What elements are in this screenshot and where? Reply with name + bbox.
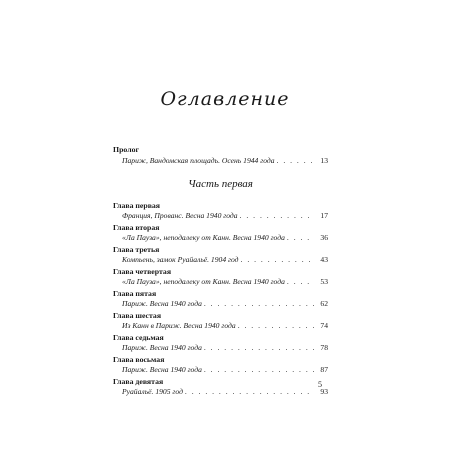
toc-leader-dots	[185, 387, 314, 398]
toc-page-number: 87	[320, 365, 328, 374]
toc-leader-dots	[240, 211, 314, 222]
toc-subtitle: Париж. Весна 1940 года	[122, 365, 202, 374]
toc-line	[113, 211, 328, 222]
toc-entry-chapter	[113, 223, 328, 244]
toc-line	[113, 365, 328, 376]
toc-heading: Глава четвертая	[113, 266, 172, 276]
toc-subtitle: «Ла Пауза», неподалеку от Канн. Весна 1940 года	[122, 233, 285, 242]
toc-page-number: 13	[320, 155, 328, 165]
toc-subtitle: Париж. Весна 1940 года	[122, 343, 202, 352]
toc-leader-dots	[204, 365, 314, 376]
toc-entry-chapter	[113, 289, 328, 310]
toc-page-number: 78	[320, 343, 328, 352]
table-of-contents	[113, 145, 328, 399]
toc-subtitle: Париж. Весна 1940 года	[122, 299, 202, 308]
toc-heading: Глава вторая	[113, 222, 160, 232]
toc-page-number: 74	[320, 321, 328, 330]
toc-leader-dots	[287, 233, 314, 244]
toc-heading: Глава восьмая	[113, 354, 165, 364]
toc-entry-chapter	[113, 377, 328, 398]
toc-leader-dots	[241, 255, 314, 266]
toc-line	[113, 255, 328, 266]
toc-page-number: 43	[320, 255, 328, 264]
toc-heading: Пролог	[113, 145, 140, 154]
toc-page-number: 62	[320, 299, 328, 308]
toc-subtitle: «Ла Пауза», неподалеку от Канн. Весна 1940 года	[122, 277, 285, 286]
toc-subtitle: Франция, Прованс. Весна 1940 года	[122, 211, 238, 220]
toc-line	[113, 156, 328, 167]
page-title: Оглавление	[160, 88, 290, 110]
toc-leader-dots	[287, 277, 314, 288]
toc-line	[113, 299, 328, 310]
toc-page-number: 36	[320, 233, 328, 242]
toc-heading: Глава седьмая	[113, 332, 164, 342]
part-title: Часть первая	[188, 178, 253, 190]
toc-subtitle: Руайальё. 1905 год	[122, 387, 183, 396]
toc-entry-chapter	[113, 267, 328, 288]
toc-entry-chapter	[113, 311, 328, 332]
toc-entry-chapter	[113, 333, 328, 354]
toc-line	[113, 387, 328, 398]
toc-page-number: 93	[320, 387, 328, 396]
toc-heading: Глава шестая	[113, 310, 162, 320]
toc-line	[113, 277, 328, 288]
toc-page-number: 53	[320, 277, 328, 286]
toc-leader-dots	[204, 343, 314, 354]
toc-heading: Глава девятая	[113, 376, 164, 386]
toc-line	[113, 343, 328, 354]
toc-heading: Глава третья	[113, 244, 160, 254]
toc-heading: Глава первая	[113, 200, 161, 210]
toc-entry-chapter	[113, 245, 328, 266]
folio-page-number: 5	[318, 380, 322, 389]
toc-leader-dots	[277, 156, 314, 167]
toc-subtitle: Из Канн в Париж. Весна 1940 года	[122, 321, 236, 330]
toc-line	[113, 321, 328, 332]
toc-heading: Глава пятая	[113, 288, 157, 298]
toc-line	[113, 233, 328, 244]
toc-entry-prolog	[113, 145, 328, 166]
toc-entry-chapter	[113, 355, 328, 376]
toc-leader-dots	[238, 321, 314, 332]
toc-leader-dots	[204, 299, 314, 310]
toc-page-number: 17	[320, 211, 328, 220]
toc-subtitle: Компьень, замок Руайальё. 1904 год	[122, 255, 239, 264]
toc-subtitle: Париж, Вандомская площадь. Осень 1944 года	[122, 155, 275, 165]
toc-entry-chapter	[113, 201, 328, 222]
